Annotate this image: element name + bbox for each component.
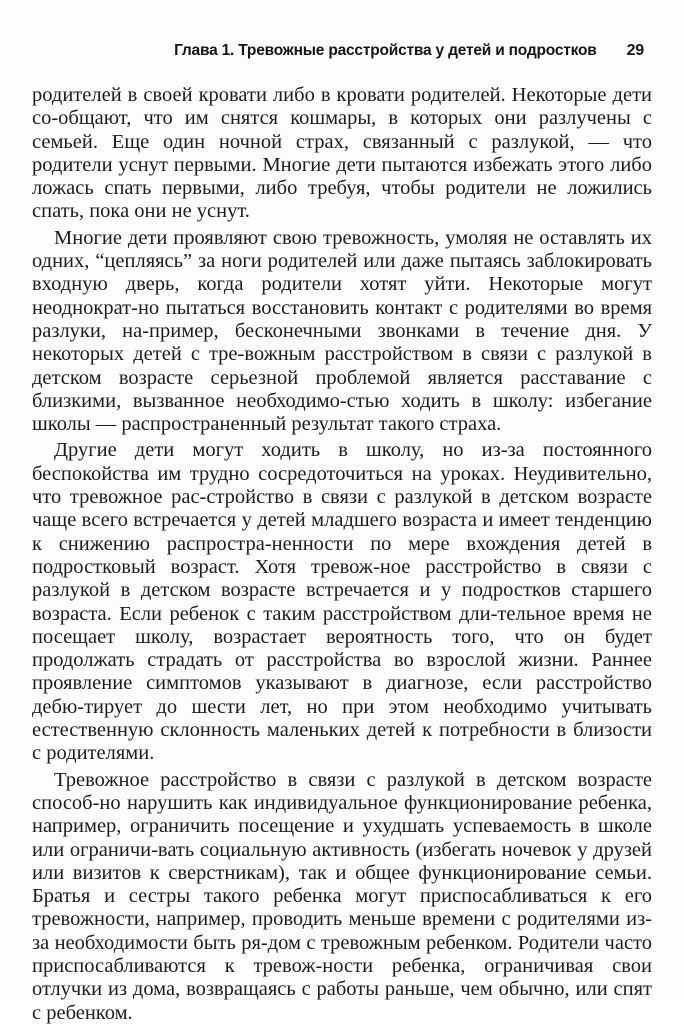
paragraph: родителей в своей кровати либо в кровати родителей. Некоторые дети со-общают, что им снятся кошмары, в которых они разлучены с семьей. Еще один ночной страх, связанный с разлукой, — что родители уснут первыми. Многие дети пытаются избежать этого либо ложась спать первыми, либо требуя, чтобы родители не ложились спать, пока они не уснут.: [32, 84, 652, 223]
body-text: [32, 84, 652, 1025]
paragraph: Тревожное расстройство в связи с разлукой в детском возрасте способ-но нарушить как индивидуальное функционирование ребенка, например, ограничить посещение и ухудшать успеваемость в школе или ограничи-вать социальную активность (избегать ночевок у друзей или визитов к сверстникам), так и общее функционирование семьи. Братья и сестры такого ребенка могут приспосабливаться к его тревожности, например, проводить меньше времени с родителями из-за необходимости быть ря-дом с тревожным ребенком. Родители часто приспосабливаются к тревож-ности ребенка, ограничивая свои отлучки из дома, возвращаясь с работы раньше, чем обычно, или спят с ребенком.: [32, 768, 652, 1024]
page-number: 29: [626, 42, 644, 59]
chapter-title: Глава 1. Тревожные расстройства у детей и подростков: [174, 42, 597, 59]
paragraph: Многие дети проявляют свою тревожность, умоляя не оставлять их одних, “цепляясь” за ноги родителей или даже пытаясь заблокировать входную дверь, когда родители хотят уйти. Некоторые могут неоднократ-но пытаться восстановить контакт с родителями во время разлуки, на-пример, бесконечными звонками в течение дня. У некоторых детей с тре-вожным расстройством в связи с разлукой в детском возрасте серьезной проблемой является расставание с близкими, вызванное необходимо-стью ходить в школу: избегание школы — распространенный результат такого страха.: [32, 226, 652, 436]
paragraph: Другие дети могут ходить в школу, но из-за постоянного беспокойства им трудно сосредоточиться на уроках. Неудивительно, что тревожное рас-стройство в связи с разлукой в детском возрасте чаще всего встречается у детей младшего возраста и имеет тенденцию к снижению распростра-ненности по мере вхождения детей в подростковый возраст. Хотя тревож-ное расстройство в связи с разлукой в детском возрасте встречается и у подростков старшего возраста. Если ребенок с таким расстройством дли-тельное время не посещает школу, возрастает вероятность того, что он будет продолжать страдать от расстройства во взрослой жизни. Раннее проявление симптомов указывают в диагнозе, если расстройство дебю-тирует до шести лет, но при этом необходимо учитывать естественную склонность маленьких детей к потребности в близости с родителями.: [32, 439, 652, 765]
running-header: [34, 42, 644, 66]
